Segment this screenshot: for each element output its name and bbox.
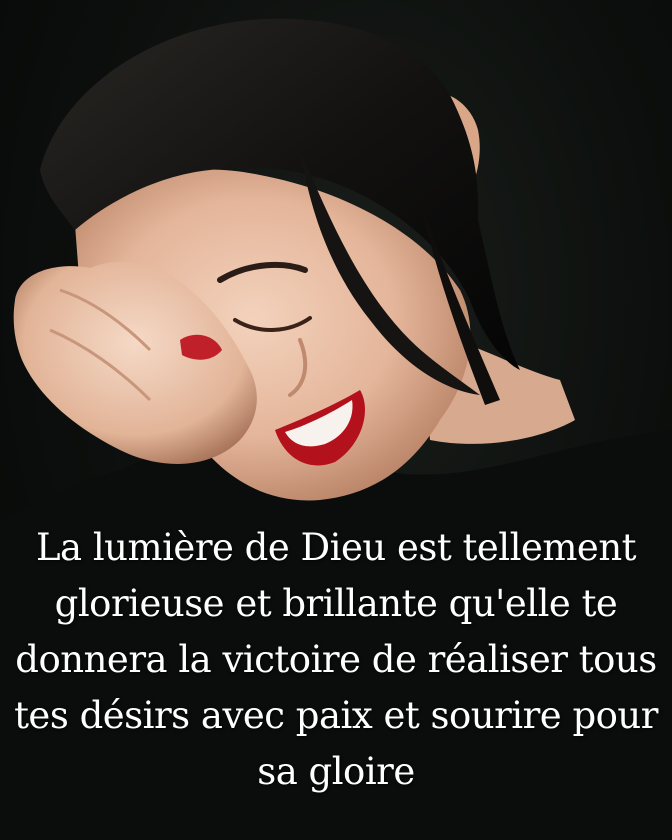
quote-line: La lumière de Dieu est tellement	[35, 526, 637, 569]
quote-line: glorieuse et brillante qu'elle te	[54, 582, 618, 625]
quote-line: tes désirs avec paix et sourire pour	[14, 694, 658, 737]
quote-text	[0, 520, 672, 800]
quote-line: sa gloire	[257, 750, 415, 793]
quote-line: donnera la victoire de réaliser tous	[15, 638, 657, 681]
